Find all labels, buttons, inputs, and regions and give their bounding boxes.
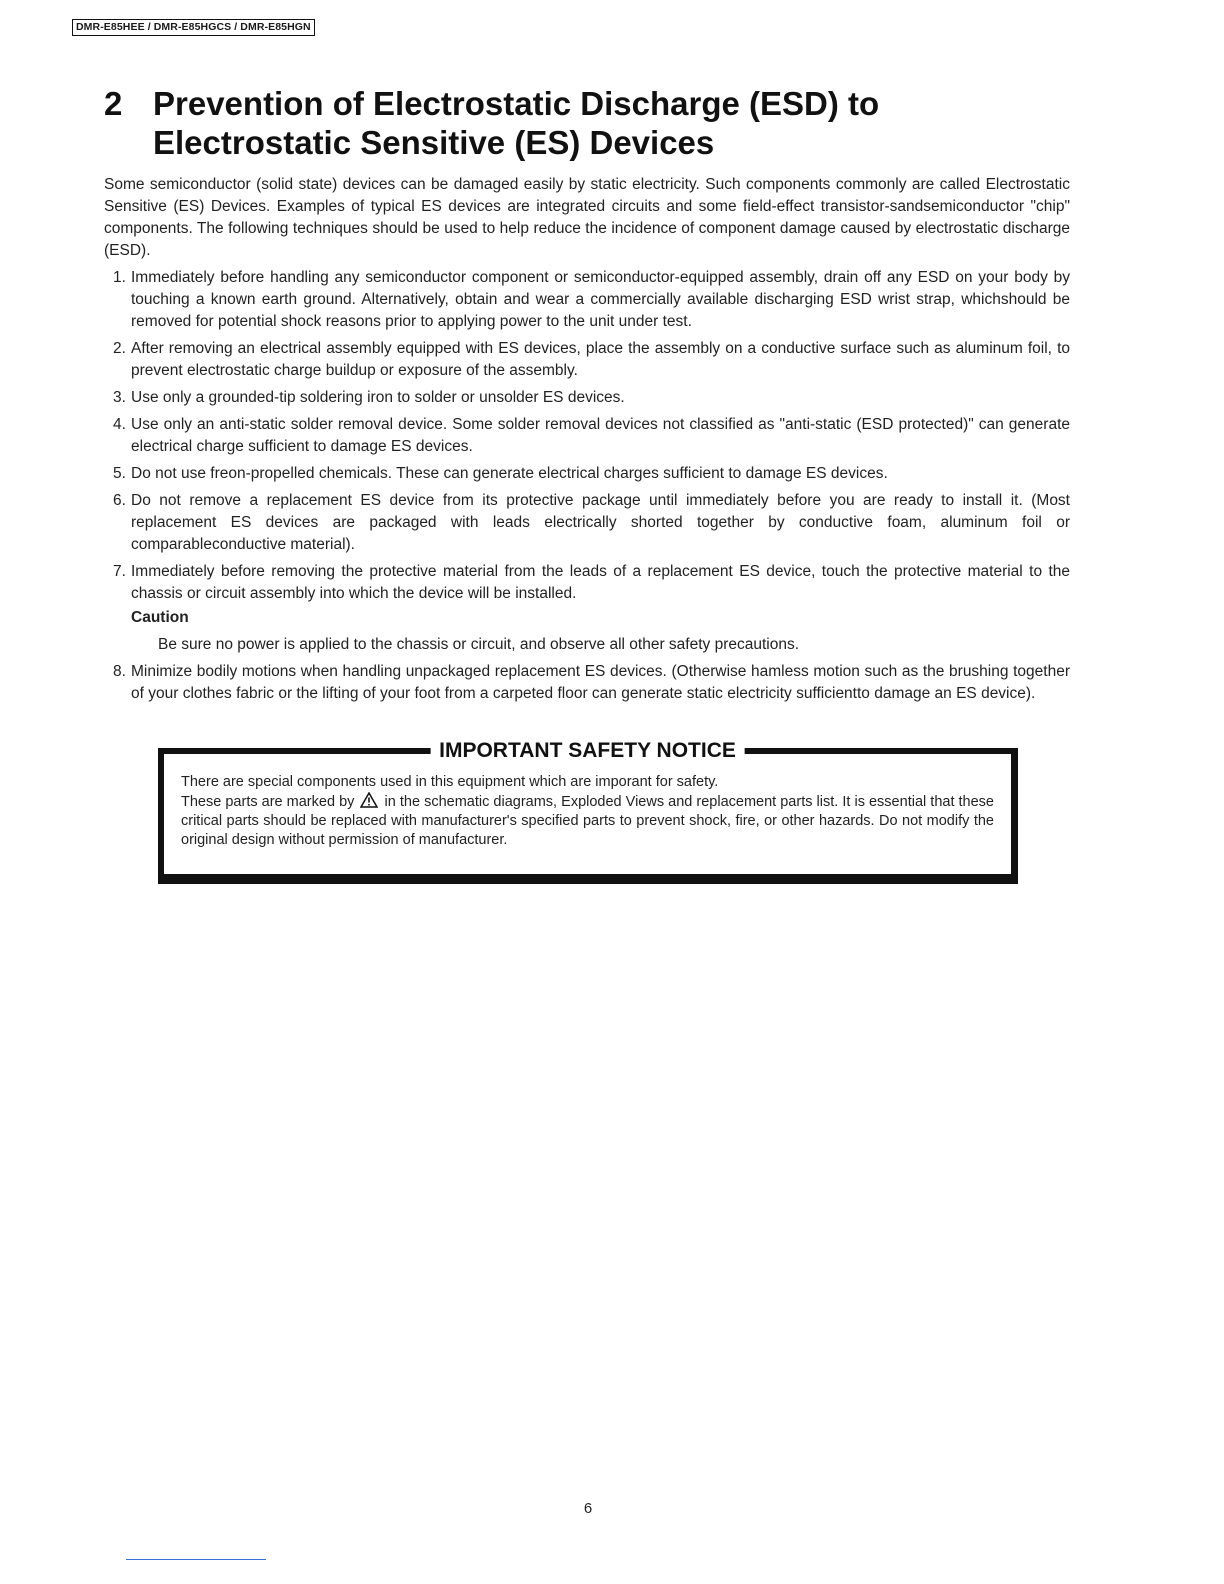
notice-line-2: [181, 792, 994, 850]
list-item: [104, 490, 1070, 556]
list-item-text: Use only an anti-static solder removal device. Some solder removal devices not classified as "anti-static (ESD protected)" can generate electrical charge sufficient to damage ES devices.: [131, 416, 1070, 455]
caution-label: Caution: [131, 609, 189, 626]
list-item: [104, 267, 1070, 333]
notice-line-2-start: These parts are marked by: [181, 794, 355, 810]
footer-link-underline: [126, 1559, 266, 1560]
list-item: [104, 463, 1070, 485]
list-item-text: Do not use freon-propelled chemicals. These can generate electrical charges sufficient to damage ES devices.: [131, 465, 888, 482]
list-item-number: 4.: [113, 416, 126, 433]
list-item-number: 5.: [113, 465, 126, 482]
notice-title: IMPORTANT SAFETY NOTICE: [430, 738, 745, 764]
list-item: [104, 338, 1070, 382]
list-item-text: Minimize bodily motions when handling unpackaged replacement ES devices. (Otherwise hamless motion such as the brushing together of your clothes fabric or the lifting of your foot from a carpeted floor can generate static electricity sufficientto damage an ES device).: [131, 663, 1070, 702]
list-item-number: 8.: [113, 663, 126, 680]
list-item-text: Use only a grounded-tip soldering iron to solder or unsolder ES devices.: [131, 389, 625, 406]
intro-paragraph: Some semiconductor (solid state) devices can be damaged easily by static electricity. Such components commonly are called Electrostatic Sensitive (ES) Devices. Examples of typical ES devices are integrated circuits and some field-effect transistor-sandsemiconductor "chip" components. The following techniques should be used to help reduce the incidence of component damage caused by electrostatic discharge (ESD).: [104, 176, 1070, 259]
list-item-text: Immediately before handling any semiconductor component or semiconductor-equipped assembly, drain off any ESD on your body by touching a known earth ground. Alternatively, obtain and wear a commercially available discharging ESD wrist strap, whichshould be removed for potential shock reasons prior to applying power to the unit under test.: [131, 269, 1070, 330]
page-number: 6: [583, 1500, 593, 1517]
section-body: [104, 174, 1070, 710]
section-title-line-1: Prevention of Electrostatic Discharge (ESD) to: [153, 85, 880, 122]
list-item-text: Do not remove a replacement ES device from its protective package until immediately before you are ready to install it. (Most replacement ES devices are packaged with leads electrically shorted together by conductive foam, aluminum foil or comparableconductive material).: [131, 492, 1070, 553]
notice-line-2-end: in the schematic diagrams, Exploded Views and replacement parts list. It is essential that these critical parts should be replaced with manufacturer's specified parts to prevent shock, fire, or other hazards. Do not modify the original design without permission of manufacturer.: [181, 794, 995, 848]
notice-body: [181, 773, 994, 850]
warning-triangle-icon: [360, 792, 378, 808]
list-item: [104, 661, 1070, 705]
caution-text: Be sure no power is applied to the chassis or circuit, and observe all other safety precautions.: [158, 636, 800, 653]
list-item: [104, 414, 1070, 458]
important-safety-notice-box: [158, 739, 1018, 884]
section-heading: [104, 84, 1104, 162]
list-item-number: 7.: [113, 563, 126, 580]
section-number: 2: [104, 85, 123, 122]
list-item-number: 1.: [113, 269, 126, 286]
model-label: DMR-E85HEE / DMR-E85HGCS / DMR-E85HGN: [72, 19, 315, 36]
notice-line-1: There are special components used in this equipment which are imporant for safety.: [181, 774, 719, 790]
list-item-number: 6.: [113, 492, 126, 509]
list-item: [104, 387, 1070, 409]
precaution-list: [104, 267, 1070, 705]
list-item-number: 3.: [113, 389, 126, 406]
list-item-text: Immediately before removing the protective material from the leads of a replacement ES device, touch the protective material to the chassis or circuit assembly into which the device will be installed.: [131, 563, 1070, 602]
list-item-text: After removing an electrical assembly equipped with ES devices, place the assembly on a conductive surface such as aluminum foil, to prevent electrostatic charge buildup or exposure of the assembly.: [131, 340, 1070, 379]
list-item-number: 2.: [113, 340, 126, 357]
list-item: [104, 561, 1070, 656]
section-title-line-2: Electrostatic Sensitive (ES) Devices: [153, 124, 715, 161]
